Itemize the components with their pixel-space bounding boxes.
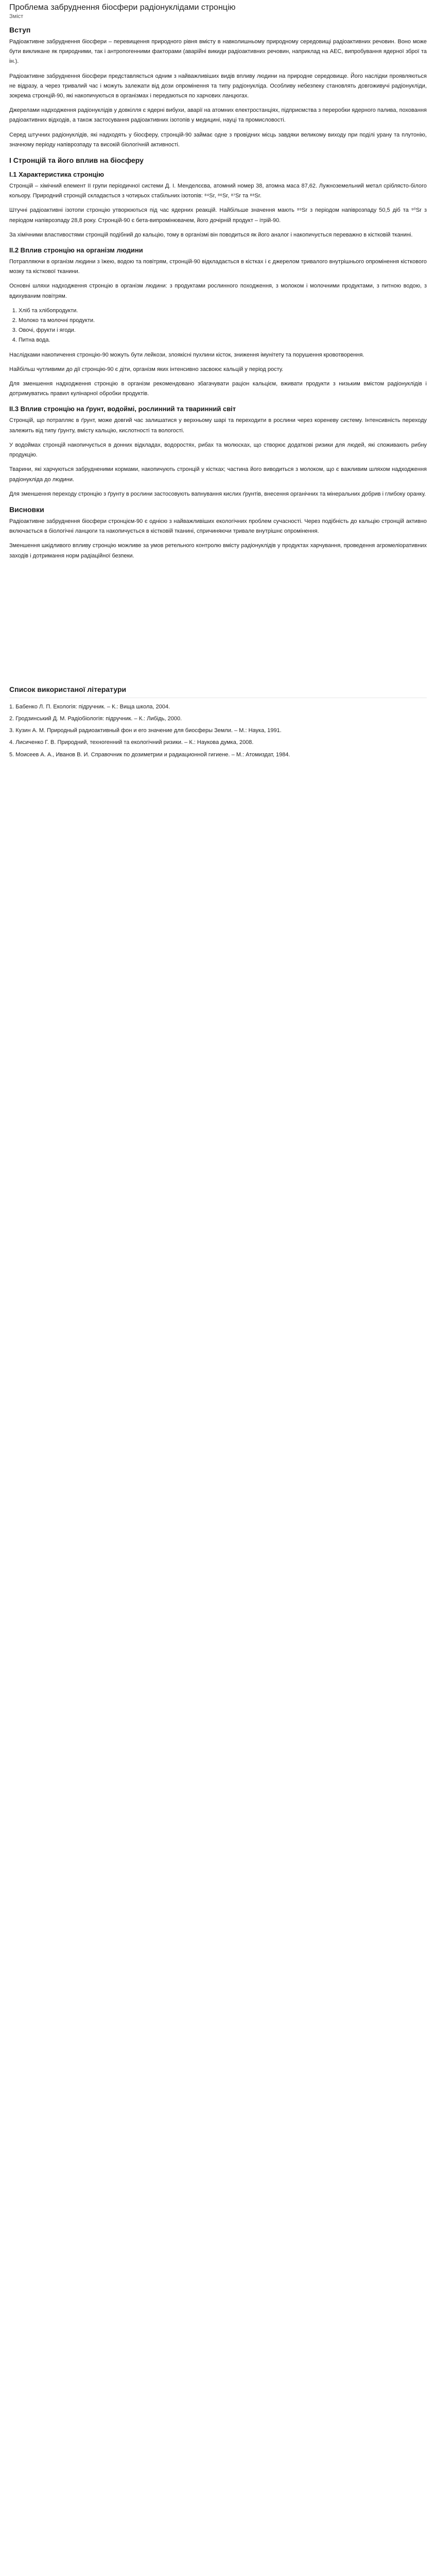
- section-heading-references: Список використаної літератури: [9, 685, 127, 693]
- paragraph: Джерелами надходження радіонуклідів у довкілля є ядерні вибухи, аварії на атомних електростанціях, підприємства з переробки ядерного палива, поховання радіоактивних відходів, а також застосування радіоактивних ізотопів у медицині, науці та промисловості.: [9, 107, 427, 124]
- paragraph: Радіоактивне забруднення біосфери стронцієм-90 є однією з найважливіших екологічних проблем сучасності. Через подібність до кальцію стронцій активно включається в біологічні ланцюги та накопичується в кістковій тканині, спричиняючи тривале внутрішнє опромінення.: [9, 518, 427, 535]
- paragraph: Радіоактивне забруднення біосфери представляється одним з найважливіших видів впливу людини на природне середовище. Його наслідки проявляються не відразу, а через тривалий час і можуть залежати від дози опромінення та типу радіонукліда. Особливу небезпеку становлять довгоживучі радіонукліди, зокрема стронцій-90, які накопичуються в організмах і передаються по харчових ланцюгах.: [9, 73, 427, 99]
- document: [0, 0, 436, 762]
- paragraph: Основні шляхи надходження стронцію в організм людини: з продуктами рослинного походження, з молоком і молочними продуктами, з питною водою, з вдихуваним повітрям.: [9, 283, 427, 299]
- section-heading-1-1: I.1 Характеристика стронцію: [9, 171, 104, 179]
- section-heading-2-3: II.3 Вплив стронцію на ґрунт, водоймі, рослинний та тваринний світ: [9, 405, 236, 413]
- section-heading-conclusions: Висновки: [9, 505, 44, 514]
- paragraph: Найбільш чутливими до дії стронцію-90 є діти, організм яких інтенсивно засвоює кальцій у період росту.: [9, 366, 284, 372]
- paragraph: Наслідками накопичення стронцію-90 можуть бути лейкози, злоякісні пухлини кісток, зниження імунітету та порушення кровотворення.: [9, 351, 364, 358]
- reference-item: 5. Моисеев А. А., Иванов В. И. Справочник по дозиметрии и радиационной гигиене. – М.: Атомиздат, 1984.: [9, 751, 290, 758]
- reference-item: 3. Кузин А. М. Природный радиоактивный фон и его значение для биосферы Земли. – М.: Наука, 1991.: [9, 727, 282, 734]
- paragraph: Для зменшення надходження стронцію в організм рекомендовано збагачувати раціон кальцієм, вживати продукти з низьким вмістом радіонуклідів і дотримуватись правил кулінарної обробки продуктів.: [9, 381, 427, 397]
- paragraph: Штучні радіоактивні ізотопи стронцію утворюються під час ядерних реакцій. Найбільше значення мають ⁸⁹Sr з періодом напіврозпаду 50,5 діб та ⁹⁰Sr з періодом напіврозпаду 28,8 року. Стронцій-90 є бета-випромінювачем, його дочірній продукт – ітрій-90.: [9, 207, 427, 224]
- paragraph: У водоймах стронцій накопичується в донних відкладах, водоростях, рибах та молюсках, що створює додаткові ризики для людей, які споживають рибну продукцію.: [9, 442, 427, 459]
- paragraph: Стронцій, що потрапляє в ґрунт, може довгий час залишатися у верхньому шарі та переходити в рослини через кореневу систему. Інтенсивність переходу залежить від типу ґрунту, вмісту кальцію, кислотності та вологості.: [9, 417, 427, 434]
- paragraph: Для зменшення переходу стронцію з ґрунту в рослини застосовують вапнування кислих ґрунтів, внесення органічних та мінеральних добрив і глибоку оранку.: [9, 490, 426, 497]
- blank-space: [9, 566, 427, 679]
- paragraph: Зменшення шкідливого впливу стронцію можливе за умов ретельного контролю вмісту радіонуклідів у продуктах харчування, проведення агромеліоративних заходів і дотримання норм радіаційної безпеки.: [9, 543, 427, 559]
- paragraph: Серед штучних радіонуклідів, які надходять у біосферу, стронцій-90 займає одне з провідних місць завдяки великому виходу при поділі урану та плутонію, значному періоду напіврозпаду та високій біологічній активності.: [9, 131, 427, 148]
- paragraph: Стронцій – хімічний елемент II групи періодичної системи Д. І. Менделєєва, атомний номер 38, атомна маса 87,62. Лужноземельний метал сріблясто-білого кольору. Природний стронцій складається з чотирьох стабільних ізотопів: ⁸⁴Sr, ⁸⁶Sr, ⁸⁷Sr та ⁸⁸Sr.: [9, 183, 427, 199]
- reference-item: 2. Гродзинський Д. М. Радіобіологія: підручник. – К.: Либідь, 2000.: [9, 715, 182, 722]
- paragraph: Тварини, які харчуються забрудненими кормами, накопичують стронцій у кістках; частина його виводиться з молоком, що є важливим шляхом надходження радіонукліда до людини.: [9, 466, 427, 483]
- paragraph: За хімічними властивостями стронцій подібний до кальцію, тому в організмі він поводиться як його аналог і накопичується переважно в кістковій тканині.: [9, 231, 413, 238]
- reference-list: [9, 702, 427, 760]
- section-heading-intro: Вступ: [9, 26, 31, 34]
- page-title: Проблема забруднення біосфери радіонуклідами стронцію: [9, 3, 236, 12]
- list-item: 1. Хліб та хлібопродукти.: [19, 306, 427, 316]
- reference-item: 4. Лисиченко Г. В. Природний, техногенний та екологічний ризики. – К.: Наукова думка, 2008.: [9, 739, 254, 746]
- section-heading-1: I Стронцій та його вплив на біосферу: [9, 156, 144, 165]
- reference-item: 1. Бабенко Л. П. Екологія: підручник. – К.: Вища школа, 2004.: [9, 703, 170, 710]
- list-item: 3. Овочі, фрукти і ягоди.: [19, 326, 427, 335]
- list-item: 4. Питна вода.: [19, 335, 427, 345]
- paragraph: Радіоактивне забруднення біосфери – перевищення природного рівня вмісту в навколишньому природному середовищі радіоактивних речовин. Воно може бути викликане як природними, так і антропогенними факторами (аварійні викиди радіоактивних речовин, наприклад на АЕС, випробування ядерної зброї та ін.).: [9, 39, 427, 65]
- section-heading-2-2: II.2 Вплив стронцію на організм людини: [9, 246, 143, 255]
- subtitle: Зміст: [9, 13, 24, 20]
- list-item: 2. Молоко та молочні продукти.: [19, 316, 427, 326]
- paragraph: Потрапляючи в організм людини з їжею, водою та повітрям, стронцій-90 відкладається в кістках і є джерелом тривалого внутрішнього опромінення кісткового мозку та кісткової тканини.: [9, 259, 427, 275]
- numbered-list: [9, 306, 427, 346]
